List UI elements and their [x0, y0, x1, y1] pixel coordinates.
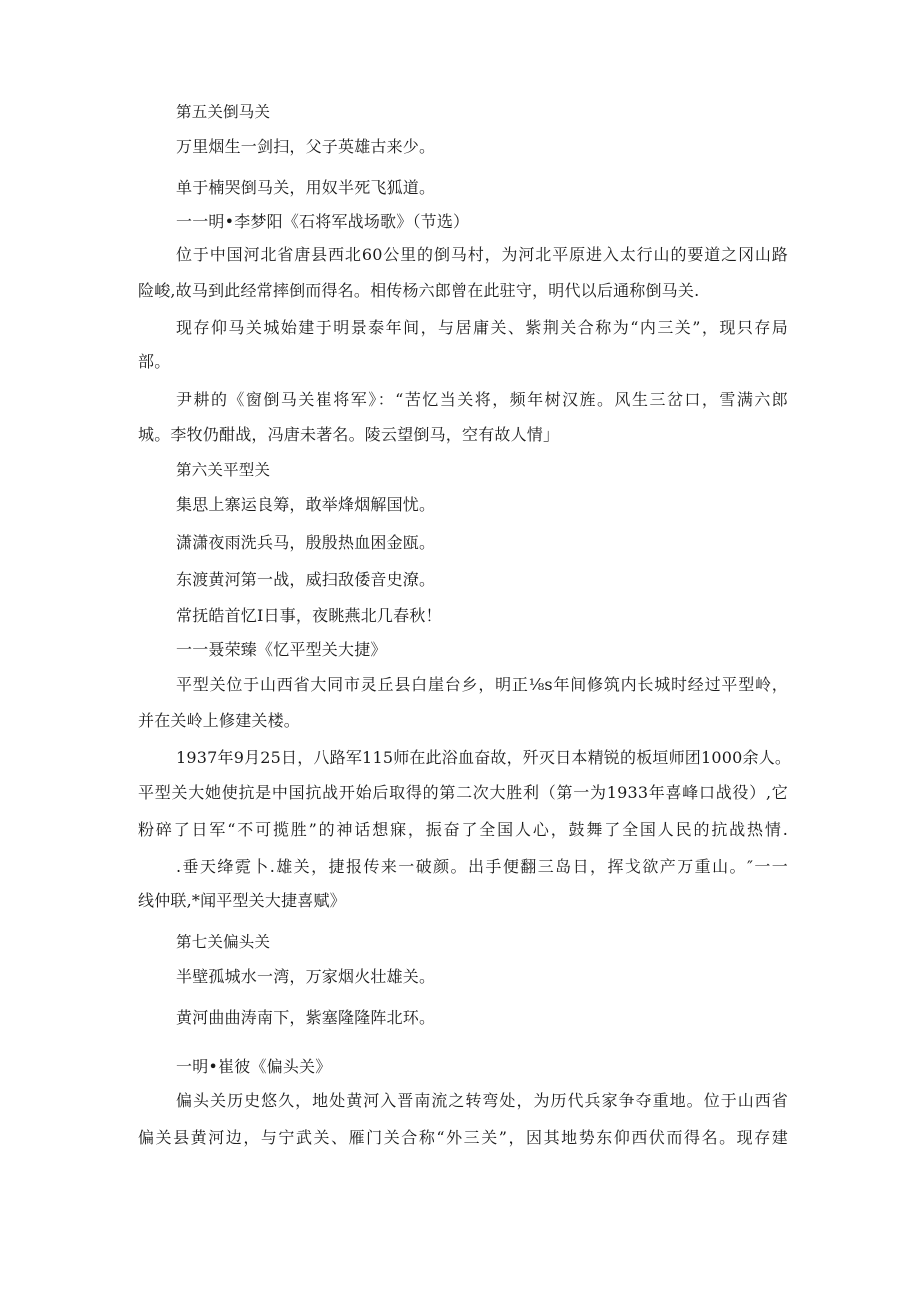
paragraph-line: 并在关岭上修建关楼。 [138, 711, 301, 730]
paragraph-line: 城。李牧仍酣战，冯唐未著名。陵云望倒马，空有故人情」 [138, 425, 560, 444]
poem-line: 潇潇夜雨洗兵马，殷殷热血困金瓯。 [176, 533, 436, 552]
poem-line: 常抚皓首忆I日事，夜眺燕北几春秋！ [176, 606, 442, 625]
paragraph-line: 尹耕的《窗倒马关崔将军》：“苦忆当关将，频年树汉旌。风生三岔口，雪满六郎 [176, 390, 788, 409]
poem-line: 半壁孤城水一湾，万家烟火壮雄关。 [176, 967, 436, 986]
poem-line: 东渡黄河第一战，威扫敌倭音史潦。 [176, 570, 436, 589]
paragraph-line: 现存仰马关城始建于明景泰年间，与居庸关、紫荆关合称为“内三关”，现只存局 [176, 318, 788, 337]
section-heading-daomaguan: 第五关倒马关 [176, 103, 271, 121]
paragraph-line: 部。 [138, 352, 171, 371]
poem-line: 黄河曲曲涛南下，紫塞隆隆阵北环。 [176, 1008, 436, 1027]
paragraph-line: 位于中国河北省唐县西北60公里的倒马村，为河北平原进入太行山的要道之冈山路 [176, 245, 788, 264]
poem-attribution: 一一聂荣臻《忆平型关大捷》 [176, 640, 387, 659]
paragraph-line: 险峻,故马到此经常摔倒而得名。相传杨六郎曾在此驻守，明代以后通称倒马关. [138, 281, 700, 300]
paragraph-line: 偏关县黄河边，与宁武关、雁门关合称“外三关”，因其地势东仰西伏而得名。现存建 [138, 1128, 788, 1147]
poem-attribution: 一明•崔彼《偏头关》 [176, 1057, 332, 1076]
paragraph-line: 线仲联,*闻平型关大捷喜赋》 [138, 891, 346, 910]
poem-line: 集思上寨运良筹，敢举烽烟解国忧。 [176, 495, 436, 514]
poem-attribution: 一一明•李梦阳《石将军战场歌》（节选） [176, 212, 470, 231]
paragraph-line: 粉碎了日军“不可揽胜”的神话想寐，振奋了全国人心，鼓舞了全国人民的抗战热情. [138, 820, 788, 839]
paragraph-line: 1937年9月25日，八路军115师在此浴血奋故，歼灭日本精锐的板垣师团1000余人。 [176, 748, 792, 767]
paragraph-line: .垂天绛霓卜.雄关，捷报传来一破颜。出手便翻三岛日，挥戈欲产万重山。″一一 [176, 857, 788, 876]
paragraph-line: 平型关大她使抗是中国抗战开始后取得的第二次大胜利（第一为1933年喜峰口战役）,它 [138, 783, 788, 802]
section-heading-piantouguan: 第七关偏头关 [176, 933, 271, 951]
poem-line: 万里烟生一剑扫，父子英雄古来少。 [176, 137, 436, 156]
paragraph-line: 平型关位于山西省大同市灵丘县白崖台乡，明正⅛s年间修筑内长城时经过平型岭， [176, 675, 788, 694]
paragraph-line: 偏头关历史悠久，地处黄河入晋南流之转弯处，为历代兵家争夺重地。位于山西省 [176, 1091, 788, 1110]
section-heading-pingxingguan: 第六关平型关 [176, 461, 271, 479]
poem-line: 单于楠哭倒马关，用奴半死飞狐道。 [176, 178, 436, 197]
